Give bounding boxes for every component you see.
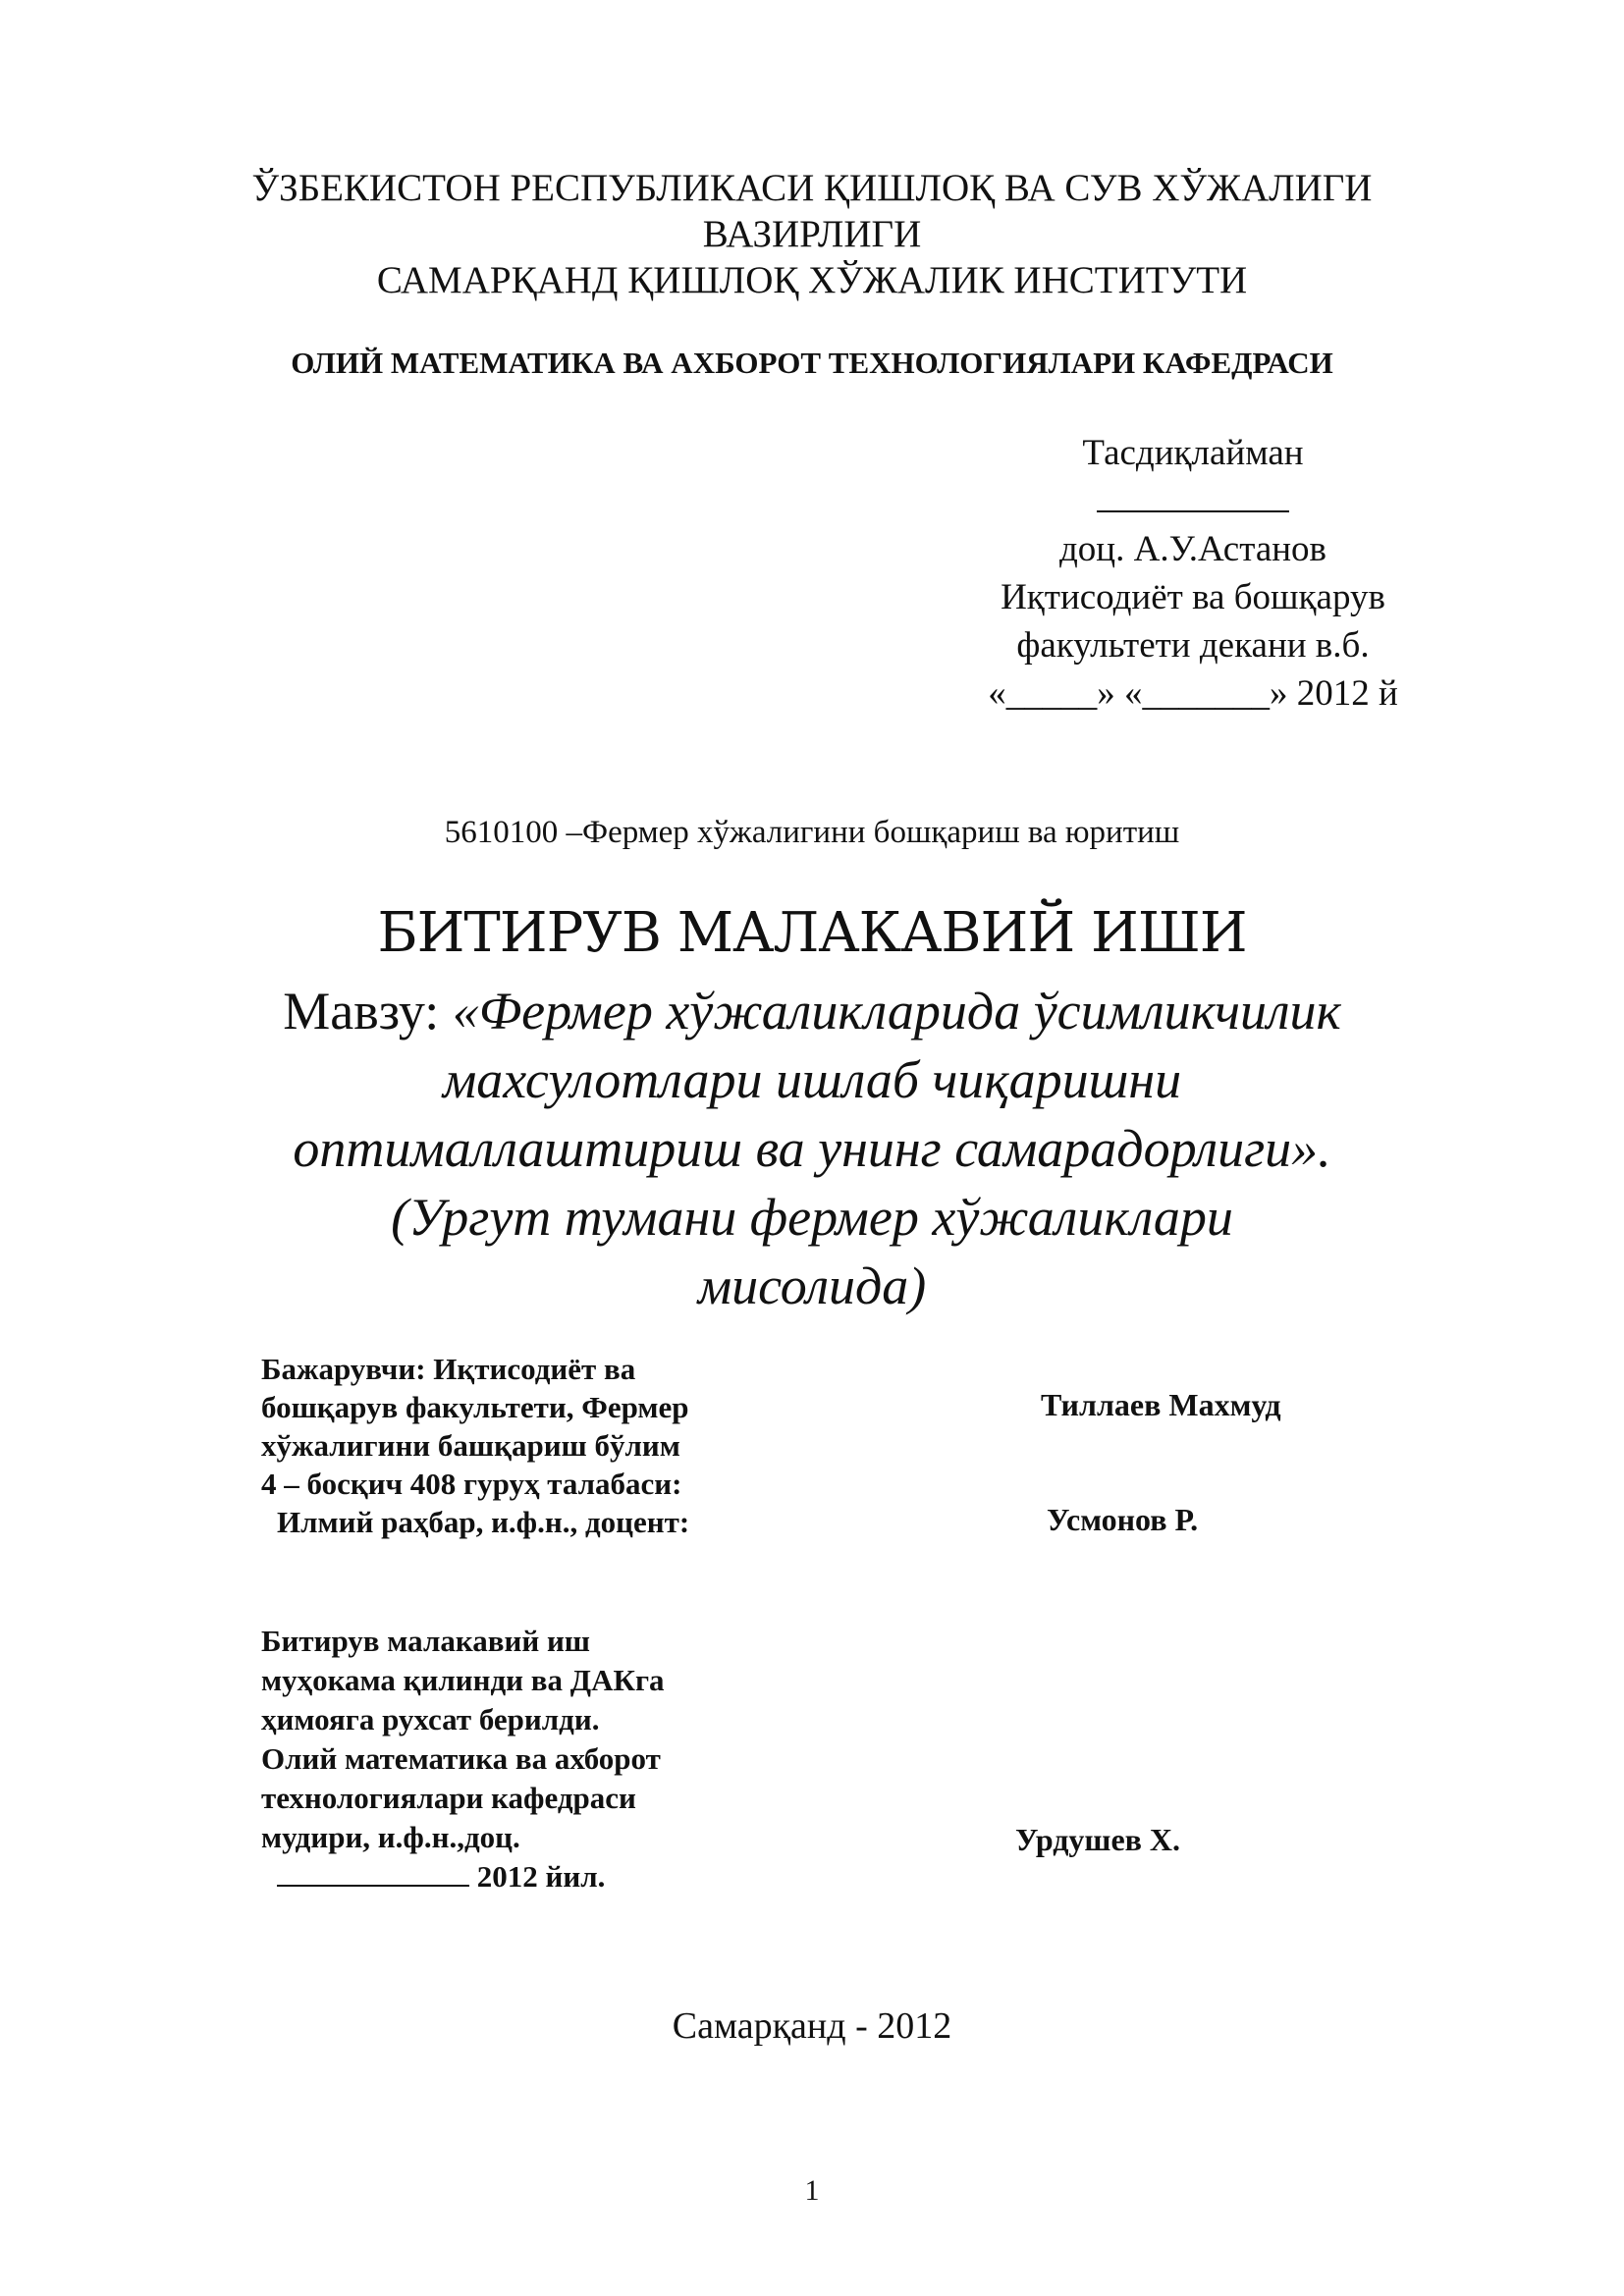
discussion-date — [261, 1857, 665, 1896]
approval-name: доц. А.У.Астанов — [1058, 529, 1327, 569]
topic-line-1: «Фермер хўжаликларида ўсимликчилик — [452, 982, 1341, 1041]
ministry-line-1: ЎЗБЕКИСТОН РЕСПУБЛИКАСИ ҚИШЛОҚ ВА СУВ ХЎЖАЛИГИ — [251, 167, 1373, 209]
approval-date: «_____» «_______» 2012 й — [988, 673, 1398, 714]
signature-line — [923, 477, 1463, 525]
executor-block — [261, 1350, 689, 1541]
executor-line-1: Бажарувчи: Иқтисодиёт ва — [261, 1352, 636, 1386]
approval-block — [923, 429, 1463, 718]
head-name: Урдушев Х. — [1015, 1822, 1181, 1857]
topic-line-2: махсулотлари ишлаб чиқаришни — [442, 1050, 1182, 1109]
approval-position-1: Иқтисодиёт ва бошқарув — [1001, 577, 1385, 617]
executor-line-2: бошқарув факультети, Фермер — [261, 1390, 689, 1424]
discussion-line-2: муҳокама қилинди ва ДАКга — [261, 1663, 665, 1697]
topic-block — [0, 977, 1624, 1320]
page-number: 1 — [804, 2174, 820, 2207]
topic-line-4: (Ургут тумани фермер хўжаликлари — [391, 1188, 1233, 1247]
supervisor-name: Усмонов Р. — [1047, 1502, 1199, 1537]
speciality-code: 5610100 –Фермер хўжалигини бошқариш ва юритиш — [444, 815, 1180, 850]
discussion-line-1: Битирув малакавий иш — [261, 1624, 590, 1658]
work-title: БИТИРУВ МАЛАКАВИЙ ИШИ — [377, 901, 1247, 965]
topic-label: Мавзу: — [283, 982, 453, 1041]
discussion-date-suffix: 2012 йил. — [469, 1859, 606, 1894]
discussion-line-5: технологиялари кафедраси — [261, 1781, 636, 1815]
student-name: Тиллаев Махмуд — [1041, 1387, 1281, 1422]
approval-position-2: факультети декани в.б. — [1016, 625, 1370, 666]
city-year: Самарқанд - 2012 — [672, 2005, 952, 2047]
topic-line-3: оптималлаштириш ва унинг самарадорлиги». — [293, 1119, 1331, 1178]
executor-line-3: хўжалигини башқариш бўлим — [261, 1428, 680, 1463]
topic-line-5: мисолида) — [697, 1256, 927, 1315]
discussion-line-4: Олий математика ва ахборот — [261, 1741, 661, 1776]
executor-line-4: 4 – босқич 408 гуруҳ талабаси: — [261, 1467, 682, 1501]
ministry-header — [0, 165, 1624, 303]
discussion-line-6: мудири, и.ф.н.,доц. — [261, 1820, 520, 1854]
kafedra-name: ОЛИЙ МАТЕМАТИКА ВА АХБОРОТ ТЕХНОЛОГИЯЛАРИ КАФЕДРАСИ — [291, 346, 1333, 380]
institute-name: САМАРҚАНД ҚИШЛОҚ ХЎЖАЛИК ИНСТИТУТИ — [376, 259, 1248, 301]
approval-title: Тасдиқлайман — [1082, 433, 1304, 473]
ministry-line-2: ВАЗИРЛИГИ — [702, 213, 922, 255]
supervisor-label: Илмий раҳбар, и.ф.н., доцент: — [277, 1505, 690, 1539]
discussion-block — [261, 1622, 665, 1896]
discussion-line-3: ҳимояга рухсат берилди. — [261, 1702, 600, 1736]
